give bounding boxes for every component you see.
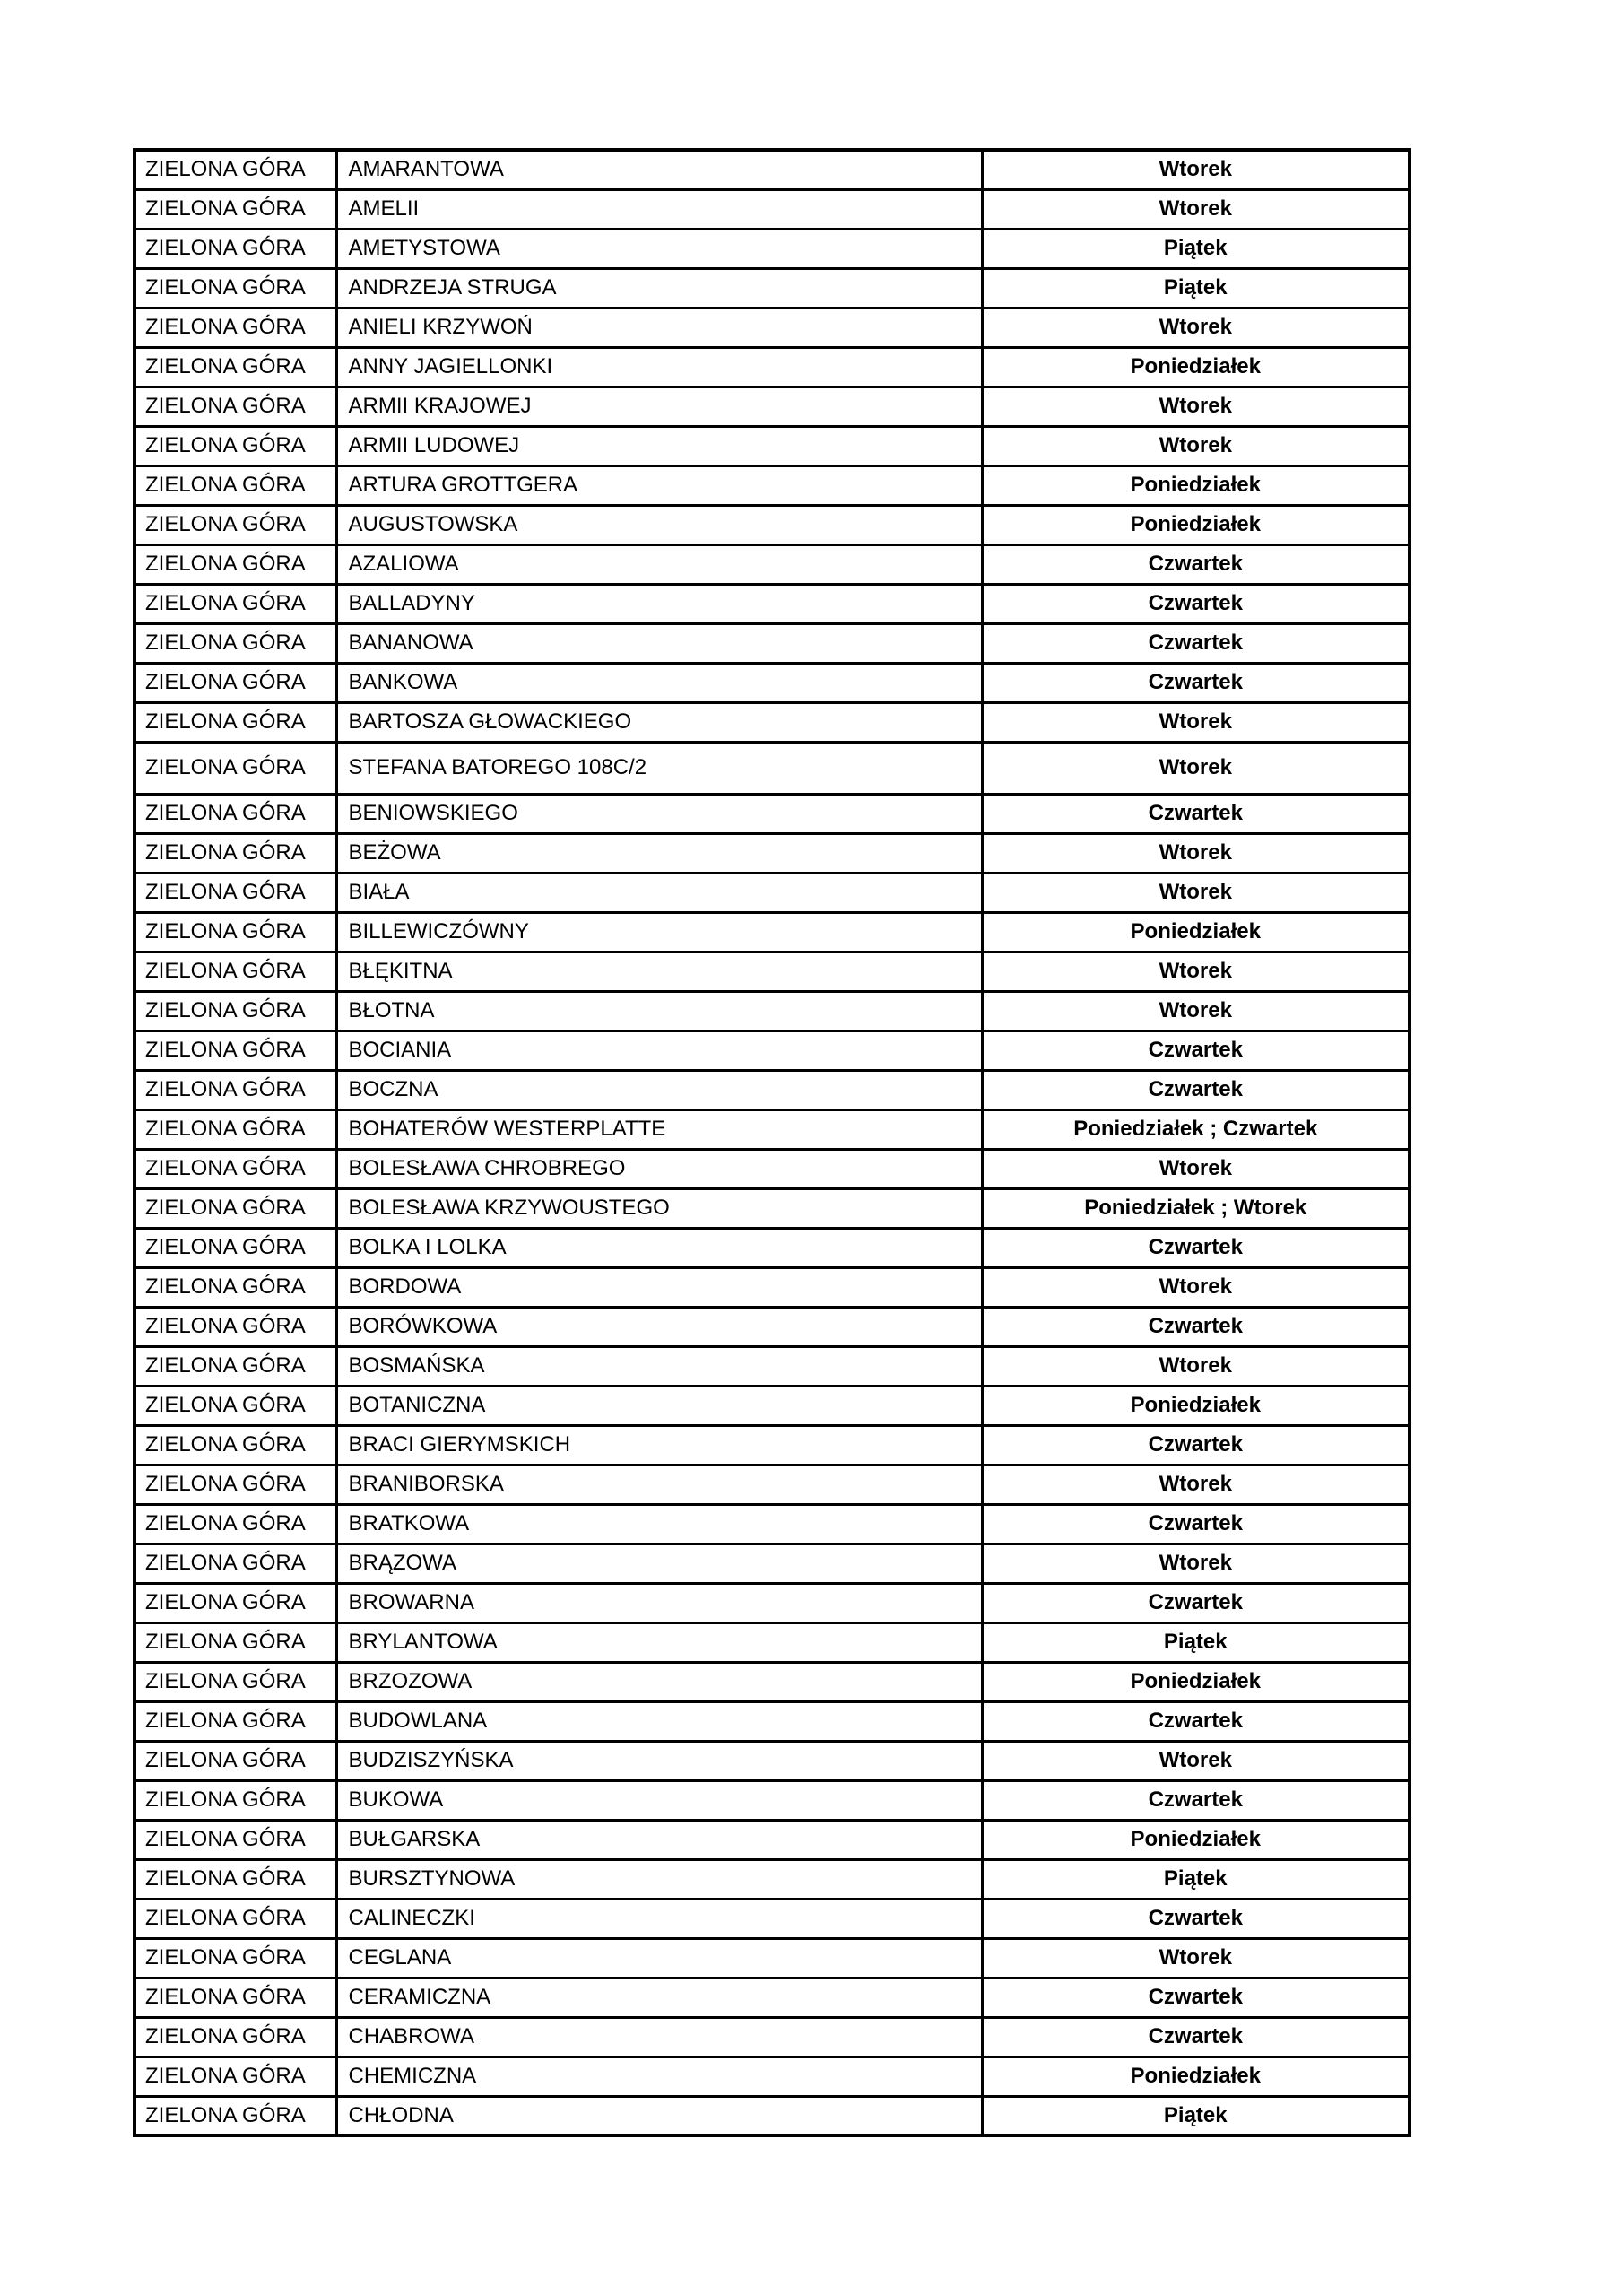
street-cell: ANNY JAGIELLONKI	[336, 347, 982, 387]
table-row	[135, 1386, 1410, 1425]
street-cell: ARMII KRAJOWEJ	[336, 387, 982, 426]
table-row	[135, 1622, 1410, 1662]
day-cell: Wtorek	[982, 1741, 1410, 1780]
table-row	[135, 584, 1410, 623]
table-row	[135, 2017, 1410, 2057]
day-cell: Wtorek	[982, 833, 1410, 873]
street-cell: BORDOWA	[336, 1267, 982, 1307]
day-cell: Poniedziałek	[982, 2057, 1410, 2096]
table-row	[135, 1859, 1410, 1899]
table-row	[135, 1228, 1410, 1267]
street-cell: BOLESŁAWA KRZYWOUSTEGO	[336, 1188, 982, 1228]
street-cell: BOSMAŃSKA	[336, 1346, 982, 1386]
table-row	[135, 505, 1410, 544]
table-row	[135, 2057, 1410, 2096]
day-cell: Poniedziałek	[982, 505, 1410, 544]
day-cell: Czwartek	[982, 1504, 1410, 1544]
table-row	[135, 702, 1410, 742]
table-row	[135, 465, 1410, 505]
street-cell: BEŻOWA	[336, 833, 982, 873]
table-row	[135, 1938, 1410, 1978]
day-cell: Wtorek	[982, 1938, 1410, 1978]
table-row	[135, 1978, 1410, 2017]
street-cell: BILLEWICZÓWNY	[336, 912, 982, 952]
street-cell: BALLADYNY	[336, 584, 982, 623]
table-row	[135, 1188, 1410, 1228]
day-cell: Wtorek	[982, 952, 1410, 991]
table-row	[135, 873, 1410, 912]
table-row	[135, 1899, 1410, 1938]
street-cell: AMETYSTOWA	[336, 229, 982, 268]
table-row	[135, 2096, 1410, 2135]
day-cell: Wtorek	[982, 426, 1410, 465]
table-row	[135, 1425, 1410, 1465]
table-row	[135, 1662, 1410, 1701]
table-row	[135, 268, 1410, 308]
day-cell: Czwartek	[982, 1228, 1410, 1267]
street-cell: STEFANA BATOREGO 108C/2	[336, 742, 982, 794]
street-cell: BOTANICZNA	[336, 1386, 982, 1425]
city-cell: ZIELONA GÓRA	[135, 150, 336, 189]
street-cell: AZALIOWA	[336, 544, 982, 584]
city-cell: ZIELONA GÓRA	[135, 387, 336, 426]
city-cell: ZIELONA GÓRA	[135, 1267, 336, 1307]
street-cell: CERAMICZNA	[336, 1978, 982, 2017]
city-cell: ZIELONA GÓRA	[135, 1701, 336, 1741]
day-cell: Wtorek	[982, 189, 1410, 229]
day-cell: Czwartek	[982, 1031, 1410, 1070]
table-row	[135, 742, 1410, 794]
street-cell: BOHATERÓW WESTERPLATTE	[336, 1109, 982, 1149]
city-cell: ZIELONA GÓRA	[135, 1544, 336, 1583]
table-row	[135, 1149, 1410, 1188]
street-cell: BOLESŁAWA CHROBREGO	[336, 1149, 982, 1188]
street-cell: ANDRZEJA STRUGA	[336, 268, 982, 308]
city-cell: ZIELONA GÓRA	[135, 1070, 336, 1109]
street-cell: CHABROWA	[336, 2017, 982, 2057]
table-row	[135, 308, 1410, 347]
city-cell: ZIELONA GÓRA	[135, 2017, 336, 2057]
street-cell: ANIELI KRZYWOŃ	[336, 308, 982, 347]
day-cell: Poniedziałek ; Wtorek	[982, 1188, 1410, 1228]
day-cell: Wtorek	[982, 702, 1410, 742]
street-cell: BENIOWSKIEGO	[336, 794, 982, 833]
city-cell: ZIELONA GÓRA	[135, 1780, 336, 1820]
street-cell: BOCIANIA	[336, 1031, 982, 1070]
day-cell: Piątek	[982, 268, 1410, 308]
street-cell: BOLKA I LOLKA	[336, 1228, 982, 1267]
table-row	[135, 1583, 1410, 1622]
day-cell: Poniedziałek	[982, 912, 1410, 952]
city-cell: ZIELONA GÓRA	[135, 1425, 336, 1465]
table-row	[135, 1741, 1410, 1780]
table-row	[135, 347, 1410, 387]
city-cell: ZIELONA GÓRA	[135, 229, 336, 268]
day-cell: Poniedziałek	[982, 1820, 1410, 1859]
city-cell: ZIELONA GÓRA	[135, 1149, 336, 1188]
city-cell: ZIELONA GÓRA	[135, 2057, 336, 2096]
day-cell: Wtorek	[982, 387, 1410, 426]
city-cell: ZIELONA GÓRA	[135, 1662, 336, 1701]
day-cell: Piątek	[982, 1859, 1410, 1899]
city-cell: ZIELONA GÓRA	[135, 702, 336, 742]
table-row	[135, 544, 1410, 584]
street-cell: BRYLANTOWA	[336, 1622, 982, 1662]
city-cell: ZIELONA GÓRA	[135, 544, 336, 584]
city-cell: ZIELONA GÓRA	[135, 1622, 336, 1662]
day-cell: Czwartek	[982, 1780, 1410, 1820]
day-cell: Czwartek	[982, 2017, 1410, 2057]
city-cell: ZIELONA GÓRA	[135, 1031, 336, 1070]
city-cell: ZIELONA GÓRA	[135, 1504, 336, 1544]
city-cell: ZIELONA GÓRA	[135, 1583, 336, 1622]
city-cell: ZIELONA GÓRA	[135, 1899, 336, 1938]
table-row	[135, 1307, 1410, 1346]
day-cell: Wtorek	[982, 1267, 1410, 1307]
table-row	[135, 1780, 1410, 1820]
street-cell: ARTURA GROTTGERA	[336, 465, 982, 505]
street-cell: AMELII	[336, 189, 982, 229]
day-cell: Czwartek	[982, 1583, 1410, 1622]
day-cell: Poniedziałek ; Czwartek	[982, 1109, 1410, 1149]
day-cell: Czwartek	[982, 623, 1410, 663]
street-cell: ARMII LUDOWEJ	[336, 426, 982, 465]
city-cell: ZIELONA GÓRA	[135, 833, 336, 873]
street-cell: AMARANTOWA	[336, 150, 982, 189]
city-cell: ZIELONA GÓRA	[135, 308, 336, 347]
city-cell: ZIELONA GÓRA	[135, 794, 336, 833]
city-cell: ZIELONA GÓRA	[135, 1188, 336, 1228]
table-row	[135, 189, 1410, 229]
street-cell: BORÓWKOWA	[336, 1307, 982, 1346]
city-cell: ZIELONA GÓRA	[135, 912, 336, 952]
city-cell: ZIELONA GÓRA	[135, 1228, 336, 1267]
day-cell: Wtorek	[982, 991, 1410, 1031]
day-cell: Wtorek	[982, 150, 1410, 189]
table-row	[135, 387, 1410, 426]
collection-schedule-table	[133, 148, 1411, 2137]
street-cell: CHEMICZNA	[336, 2057, 982, 2096]
day-cell: Czwartek	[982, 1899, 1410, 1938]
day-cell: Poniedziałek	[982, 1386, 1410, 1425]
city-cell: ZIELONA GÓRA	[135, 1741, 336, 1780]
day-cell: Czwartek	[982, 663, 1410, 702]
city-cell: ZIELONA GÓRA	[135, 1465, 336, 1504]
street-cell: BRACI GIERYMSKICH	[336, 1425, 982, 1465]
table-row	[135, 912, 1410, 952]
city-cell: ZIELONA GÓRA	[135, 584, 336, 623]
table-row	[135, 1070, 1410, 1109]
day-cell: Czwartek	[982, 1701, 1410, 1741]
table-row	[135, 1267, 1410, 1307]
table-row	[135, 1544, 1410, 1583]
street-cell: CHŁODNA	[336, 2096, 982, 2135]
day-cell: Czwartek	[982, 544, 1410, 584]
table-body	[135, 150, 1410, 2135]
street-cell: BUŁGARSKA	[336, 1820, 982, 1859]
city-cell: ZIELONA GÓRA	[135, 1859, 336, 1899]
table-row	[135, 229, 1410, 268]
city-cell: ZIELONA GÓRA	[135, 465, 336, 505]
table-row	[135, 833, 1410, 873]
day-cell: Wtorek	[982, 308, 1410, 347]
day-cell: Wtorek	[982, 1149, 1410, 1188]
street-cell: BARTOSZA GŁOWACKIEGO	[336, 702, 982, 742]
table-row	[135, 1820, 1410, 1859]
street-cell: BROWARNA	[336, 1583, 982, 1622]
street-cell: BANKOWA	[336, 663, 982, 702]
table-row	[135, 623, 1410, 663]
table-row	[135, 1465, 1410, 1504]
street-cell: BRĄZOWA	[336, 1544, 982, 1583]
street-cell: BŁĘKITNA	[336, 952, 982, 991]
city-cell: ZIELONA GÓRA	[135, 1386, 336, 1425]
table-row	[135, 1346, 1410, 1386]
table-row	[135, 1701, 1410, 1741]
street-cell: BRATKOWA	[336, 1504, 982, 1544]
day-cell: Czwartek	[982, 794, 1410, 833]
city-cell: ZIELONA GÓRA	[135, 347, 336, 387]
table-row	[135, 663, 1410, 702]
day-cell: Wtorek	[982, 1465, 1410, 1504]
street-cell: BRANIBORSKA	[336, 1465, 982, 1504]
table-row	[135, 952, 1410, 991]
table-row	[135, 426, 1410, 465]
table-row	[135, 794, 1410, 833]
city-cell: ZIELONA GÓRA	[135, 189, 336, 229]
day-cell: Piątek	[982, 229, 1410, 268]
day-cell: Piątek	[982, 1622, 1410, 1662]
day-cell: Poniedziałek	[982, 347, 1410, 387]
day-cell: Poniedziałek	[982, 1662, 1410, 1701]
city-cell: ZIELONA GÓRA	[135, 1938, 336, 1978]
street-cell: BUKOWA	[336, 1780, 982, 1820]
day-cell: Czwartek	[982, 1978, 1410, 2017]
city-cell: ZIELONA GÓRA	[135, 991, 336, 1031]
table-row	[135, 1504, 1410, 1544]
street-cell: BUDZISZYŃSKA	[336, 1741, 982, 1780]
street-cell: BRZOZOWA	[336, 1662, 982, 1701]
city-cell: ZIELONA GÓRA	[135, 1109, 336, 1149]
street-cell: BOCZNA	[336, 1070, 982, 1109]
city-cell: ZIELONA GÓRA	[135, 623, 336, 663]
street-cell: AUGUSTOWSKA	[336, 505, 982, 544]
street-cell: CEGLANA	[336, 1938, 982, 1978]
city-cell: ZIELONA GÓRA	[135, 268, 336, 308]
street-cell: CALINECZKI	[336, 1899, 982, 1938]
city-cell: ZIELONA GÓRA	[135, 1978, 336, 2017]
table-row	[135, 150, 1410, 189]
table-row	[135, 1109, 1410, 1149]
table-row	[135, 991, 1410, 1031]
table-row	[135, 1031, 1410, 1070]
street-cell: BŁOTNA	[336, 991, 982, 1031]
day-cell: Czwartek	[982, 1070, 1410, 1109]
street-cell: BUDOWLANA	[336, 1701, 982, 1741]
city-cell: ZIELONA GÓRA	[135, 742, 336, 794]
day-cell: Czwartek	[982, 1307, 1410, 1346]
city-cell: ZIELONA GÓRA	[135, 663, 336, 702]
day-cell: Poniedziałek	[982, 465, 1410, 505]
city-cell: ZIELONA GÓRA	[135, 1820, 336, 1859]
day-cell: Wtorek	[982, 873, 1410, 912]
day-cell: Czwartek	[982, 584, 1410, 623]
street-cell: BANANOWA	[336, 623, 982, 663]
day-cell: Wtorek	[982, 742, 1410, 794]
day-cell: Czwartek	[982, 1425, 1410, 1465]
day-cell: Wtorek	[982, 1346, 1410, 1386]
day-cell: Piątek	[982, 2096, 1410, 2135]
day-cell: Wtorek	[982, 1544, 1410, 1583]
city-cell: ZIELONA GÓRA	[135, 505, 336, 544]
street-cell: BIAŁA	[336, 873, 982, 912]
city-cell: ZIELONA GÓRA	[135, 1307, 336, 1346]
city-cell: ZIELONA GÓRA	[135, 426, 336, 465]
city-cell: ZIELONA GÓRA	[135, 873, 336, 912]
city-cell: ZIELONA GÓRA	[135, 1346, 336, 1386]
city-cell: ZIELONA GÓRA	[135, 2096, 336, 2135]
street-cell: BURSZTYNOWA	[336, 1859, 982, 1899]
city-cell: ZIELONA GÓRA	[135, 952, 336, 991]
